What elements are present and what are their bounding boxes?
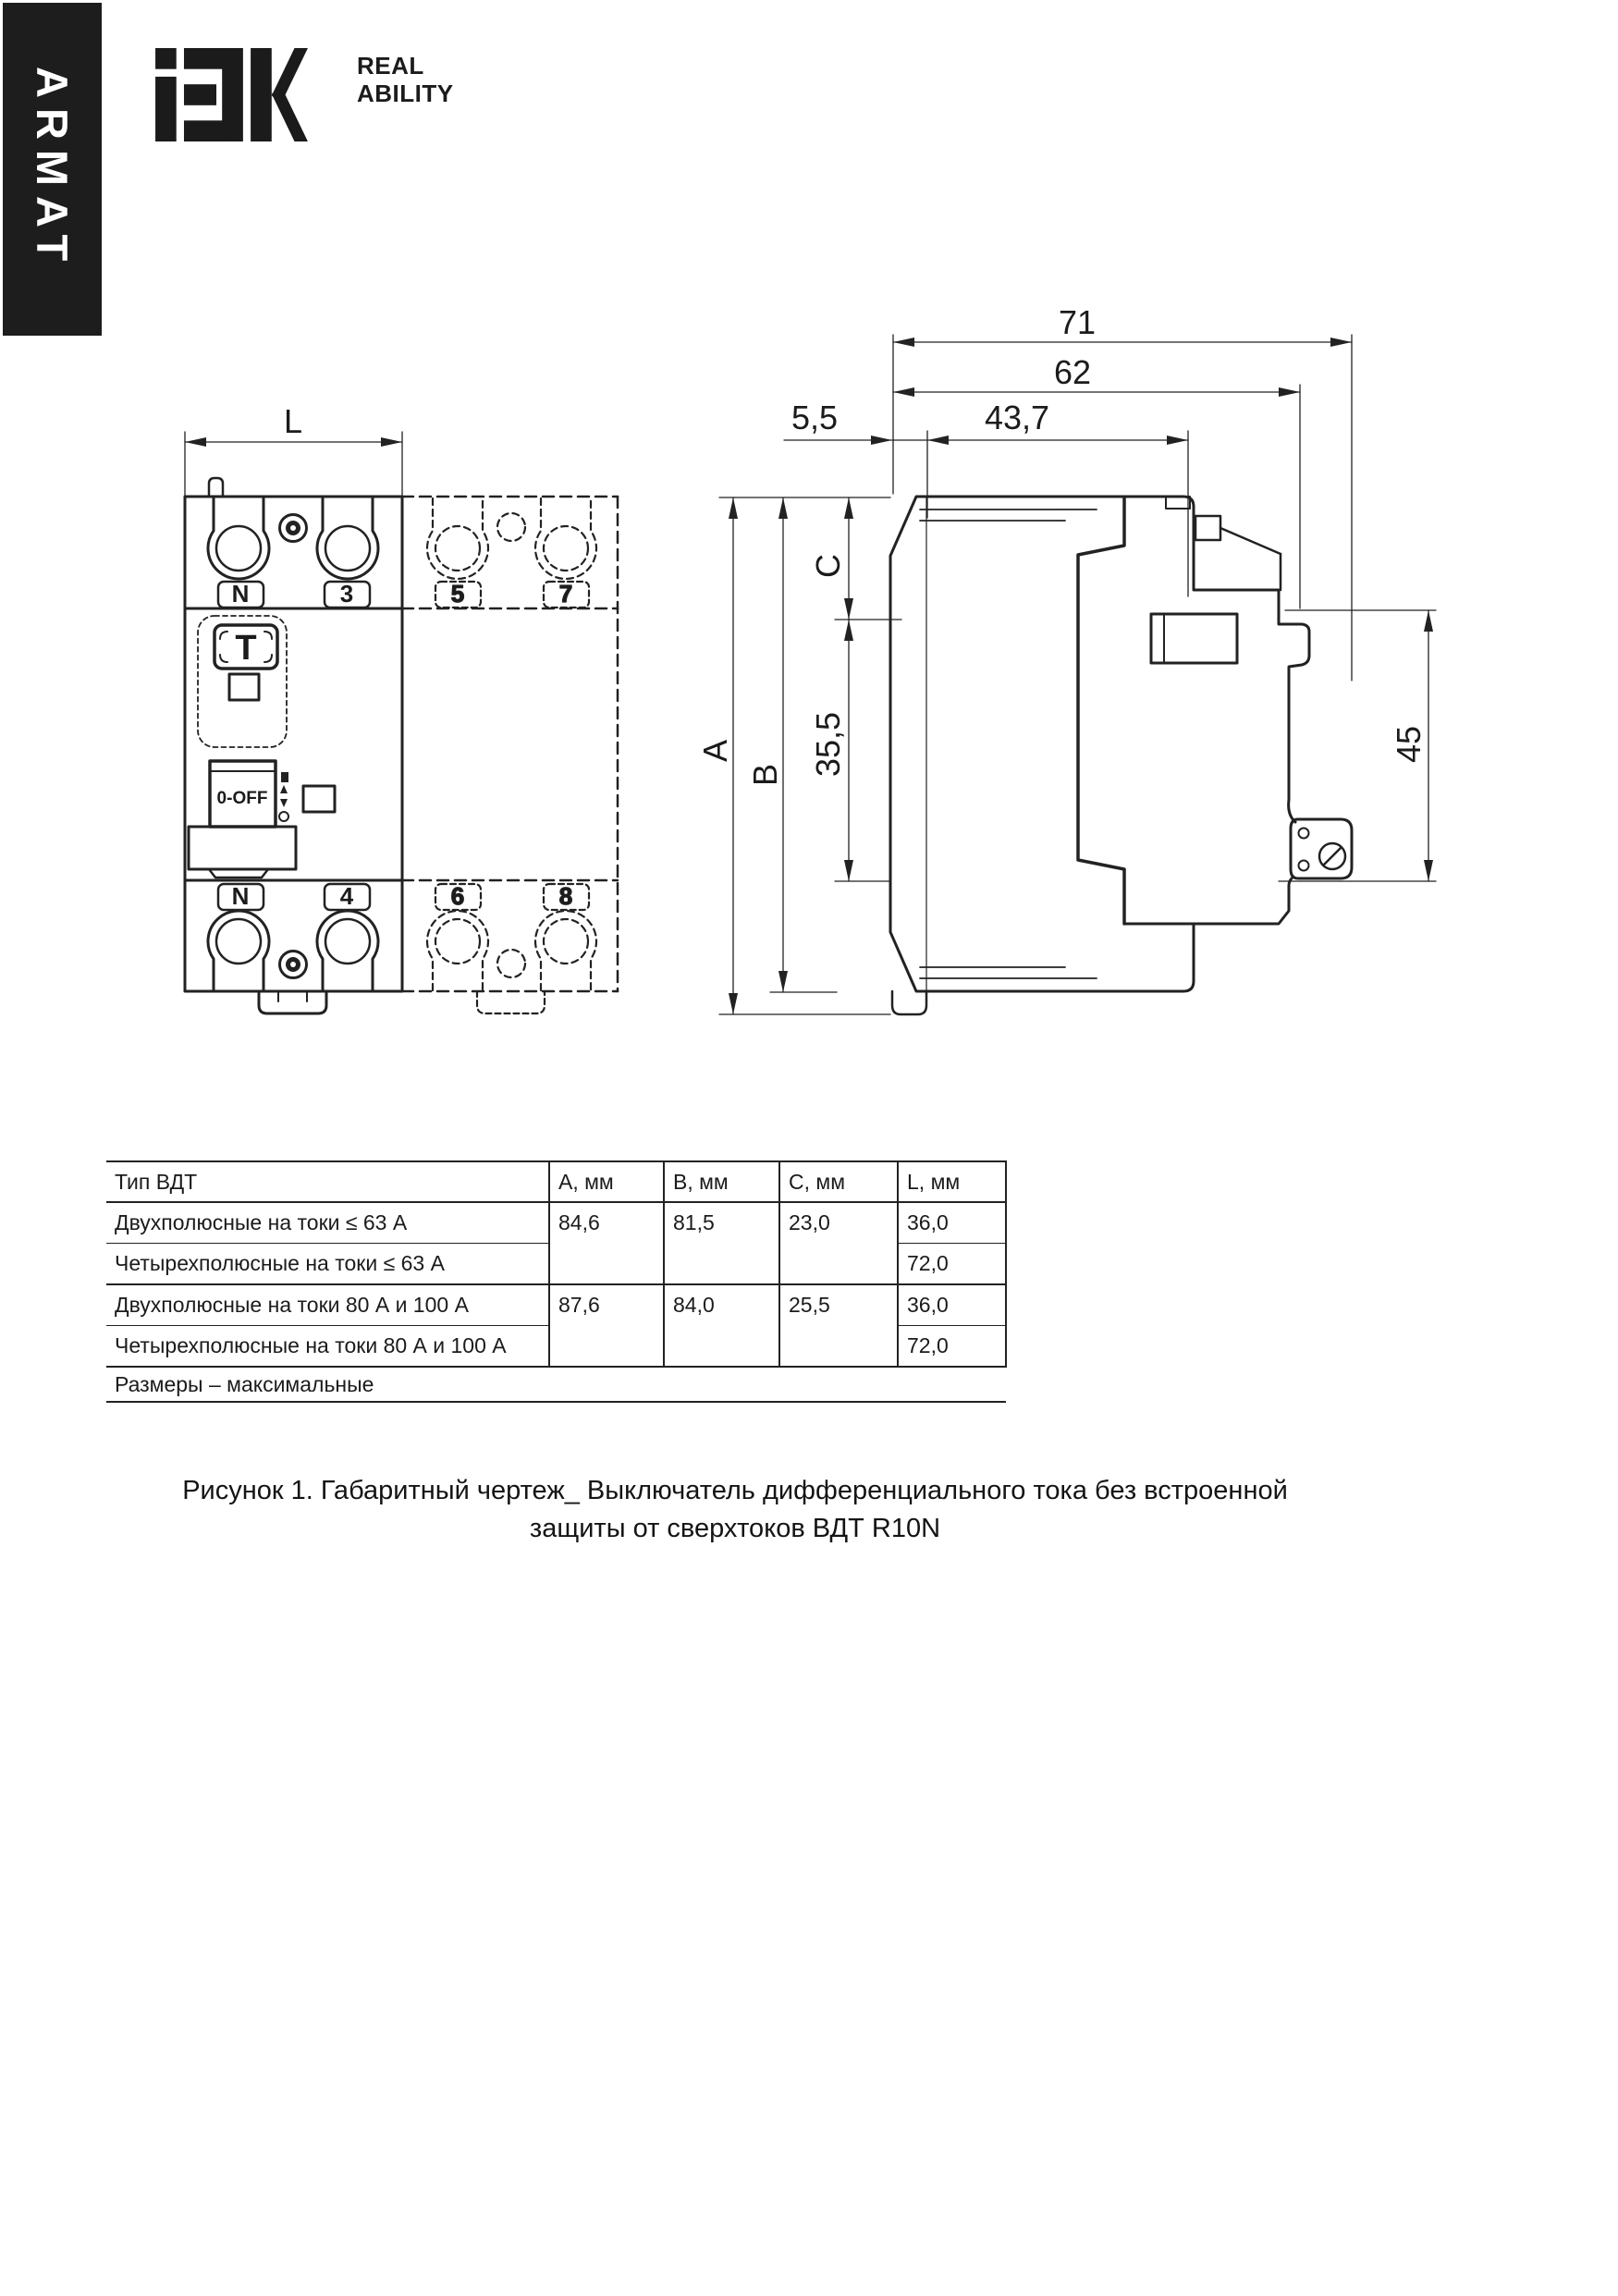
dim-label-5-5: 5,5 [791, 399, 839, 436]
terminal-bottom-left [208, 911, 269, 990]
cell-b: 81,5 [664, 1202, 779, 1284]
cell-type: Четырехполюсные на токи 80 А и 100 А [106, 1326, 549, 1368]
switch-recess [189, 827, 296, 869]
terminal-label-3: 3 [339, 580, 354, 608]
terminal-bottom-right [317, 911, 378, 990]
side-profile [890, 497, 1309, 991]
cell-l: 36,0 [898, 1202, 1006, 1244]
bottom-din-tab [259, 991, 326, 1013]
cell-b: 84,0 [664, 1284, 779, 1367]
side-view-drawing [696, 303, 1436, 1014]
dashed-terminals [427, 498, 596, 1013]
table-footnote: Размеры – максимальные [106, 1367, 1006, 1402]
cell-type: Двухполюсные на токи ≤ 63 А [106, 1202, 549, 1244]
position-indicator [279, 772, 288, 821]
top-din-tab [209, 478, 223, 497]
table-row [106, 1284, 1006, 1326]
terminal-top-left [208, 498, 269, 579]
din-hook [1195, 516, 1220, 540]
screw-top [280, 515, 307, 542]
dim-label-43-7: 43,7 [984, 399, 1050, 436]
terminal-label-5: 5 [450, 580, 465, 608]
marking-window [303, 786, 335, 812]
tagline-line1: REAL [357, 52, 424, 80]
terminal-label-8: 8 [558, 882, 573, 910]
cell-c: 25,5 [779, 1284, 898, 1367]
front-view-drawing [185, 402, 618, 1013]
terminal-label-4: 4 [339, 882, 354, 910]
screw-bottom [280, 952, 307, 978]
terminal-label-7: 7 [558, 580, 573, 608]
cell-l: 36,0 [898, 1284, 1006, 1326]
dim-label-A: A [696, 739, 734, 763]
table-footer-row [106, 1367, 1006, 1402]
dim-label-71: 71 [1058, 303, 1097, 341]
bottom-tab-side [892, 991, 926, 1014]
cell-a: 87,6 [549, 1284, 664, 1367]
armat-banner-label: ARMAT [28, 67, 77, 272]
figure-caption-line1: Рисунок 1. Габаритный чертеж_ Выключатель дифференциального тока без встроенной [182, 1476, 1288, 1505]
din-clip [1291, 819, 1352, 878]
test-button-label: T [235, 629, 257, 668]
terminal-label-n-bottom: N [231, 882, 250, 910]
cell-l: 72,0 [898, 1244, 1006, 1285]
table-header-a: A, мм [549, 1161, 664, 1202]
table-row [106, 1202, 1006, 1244]
cell-type: Четырехполюсные на токи ≤ 63 А [106, 1244, 549, 1285]
cell-type: Двухполюсные на токи 80 А и 100 А [106, 1284, 549, 1326]
dim-label-L: L [283, 402, 303, 440]
cell-a: 84,6 [549, 1202, 664, 1284]
tagline-line2: ABILITY [357, 80, 454, 107]
figure-caption-line2: защиты от сверхтоков ВДТ R10N [529, 1514, 941, 1543]
dim-label-B: B [746, 763, 784, 787]
dim-label-35-5: 35,5 [809, 711, 847, 778]
terminal-label-6: 6 [450, 882, 465, 910]
cell-l: 72,0 [898, 1326, 1006, 1368]
table-header-b: B, мм [664, 1161, 779, 1202]
indicator-window [229, 674, 259, 700]
cell-c: 23,0 [779, 1202, 898, 1284]
table-header-type: Тип ВДТ [106, 1161, 549, 1202]
dim-label-62: 62 [1053, 353, 1092, 391]
table-header-c: C, мм [779, 1161, 898, 1202]
dim-label-45: 45 [1390, 725, 1428, 764]
dimensions-table-wrap [106, 1160, 1007, 1403]
figure-caption [106, 1472, 1364, 1548]
terminal-label-n-top: N [231, 580, 250, 608]
dim-L [185, 432, 402, 496]
module-seam [1078, 497, 1124, 924]
terminal-top-right [317, 498, 378, 579]
toggle-switch-label: 0-OFF [216, 789, 268, 808]
dashed-module [402, 497, 618, 991]
dim-label-C: C [809, 554, 847, 578]
dimensions-table [106, 1160, 1007, 1403]
table-header-l: L, мм [898, 1161, 1006, 1202]
